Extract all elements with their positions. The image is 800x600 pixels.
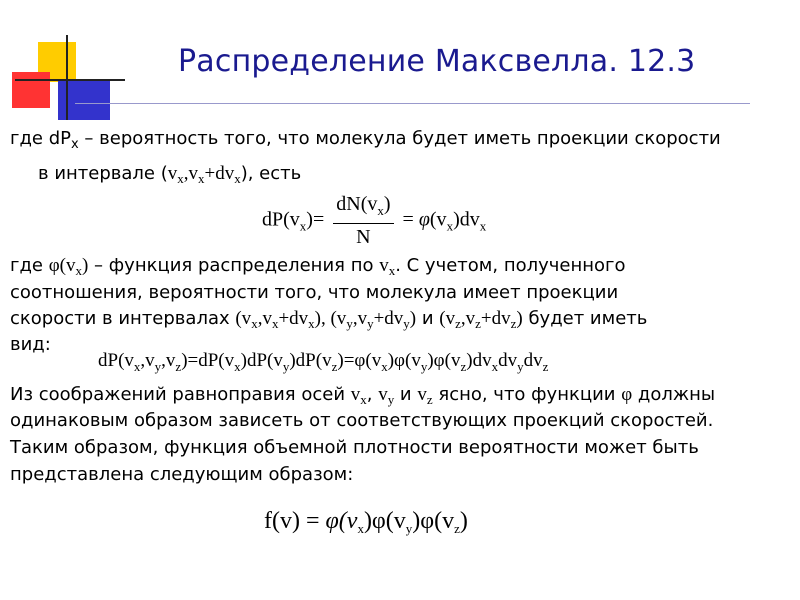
paragraph-2-line-2: соотношения, вероятности того, что молекула имеет проекции — [10, 282, 619, 303]
decoration-red-square — [12, 72, 50, 108]
paragraph-3-line-2: одинаковым образом зависеть от соответствующих проекций скоростей. — [10, 410, 714, 431]
title-underline — [75, 103, 750, 104]
decoration-horizontal-line — [15, 79, 125, 81]
paragraph-3-line-1: Из соображений равноправия осей $v_x$, $v_y$ и $v_z$ ясно, что функции φ должны — [10, 384, 716, 407]
formula-fraction: $\frac{dN(v_x)}{N}$ — [333, 192, 393, 250]
paragraph-1-line-2: в интервале $(v_x,v_x+dv_x)$, есть — [38, 163, 302, 186]
formula-f-of-v: $f(v) = \varphi(v_x)\varphi(v_y)\varphi(v_z)$ — [264, 508, 468, 536]
paragraph-2-line-4: вид: — [10, 334, 51, 355]
decoration-vertical-line — [66, 35, 68, 120]
formula-dp-vxvyvz: $dP(v_x,v_y,v_z)=dP(v_x)dP(v_y)dP(v_z)=\varphi(v_x)\varphi(v_y)\varphi(v_z)dv_xdv_ydv_z$ — [98, 350, 549, 374]
paragraph-3-line-4: представлена следующим образом: — [10, 464, 354, 485]
paragraph-3-line-3: Таким образом, функция объемной плотности вероятности может быть — [10, 437, 699, 458]
paragraph-1-line-1: где $dP_x$ – вероятность того, что молекула будет иметь проекции скорости — [10, 128, 721, 152]
paragraph-2-line-1: где $\varphi(v_x)$ – функция распределения по $v_x$. С учетом, полученного — [10, 255, 626, 278]
paragraph-2-line-3: скорости в интервалах $(v_x,v_x+dv_x)$, $(v_y,v_y+dv_y)$ и $(v_z,v_z+dv_z)$ будет иметь — [10, 308, 648, 331]
formula-dp-vx: $dP(v_x)=$ $\frac{dN(v_x)}{N}$ = $\varphi(v_x)dv_x$ — [262, 193, 487, 248]
slide-title: Распределение Максвелла. 12.3 — [178, 44, 696, 79]
